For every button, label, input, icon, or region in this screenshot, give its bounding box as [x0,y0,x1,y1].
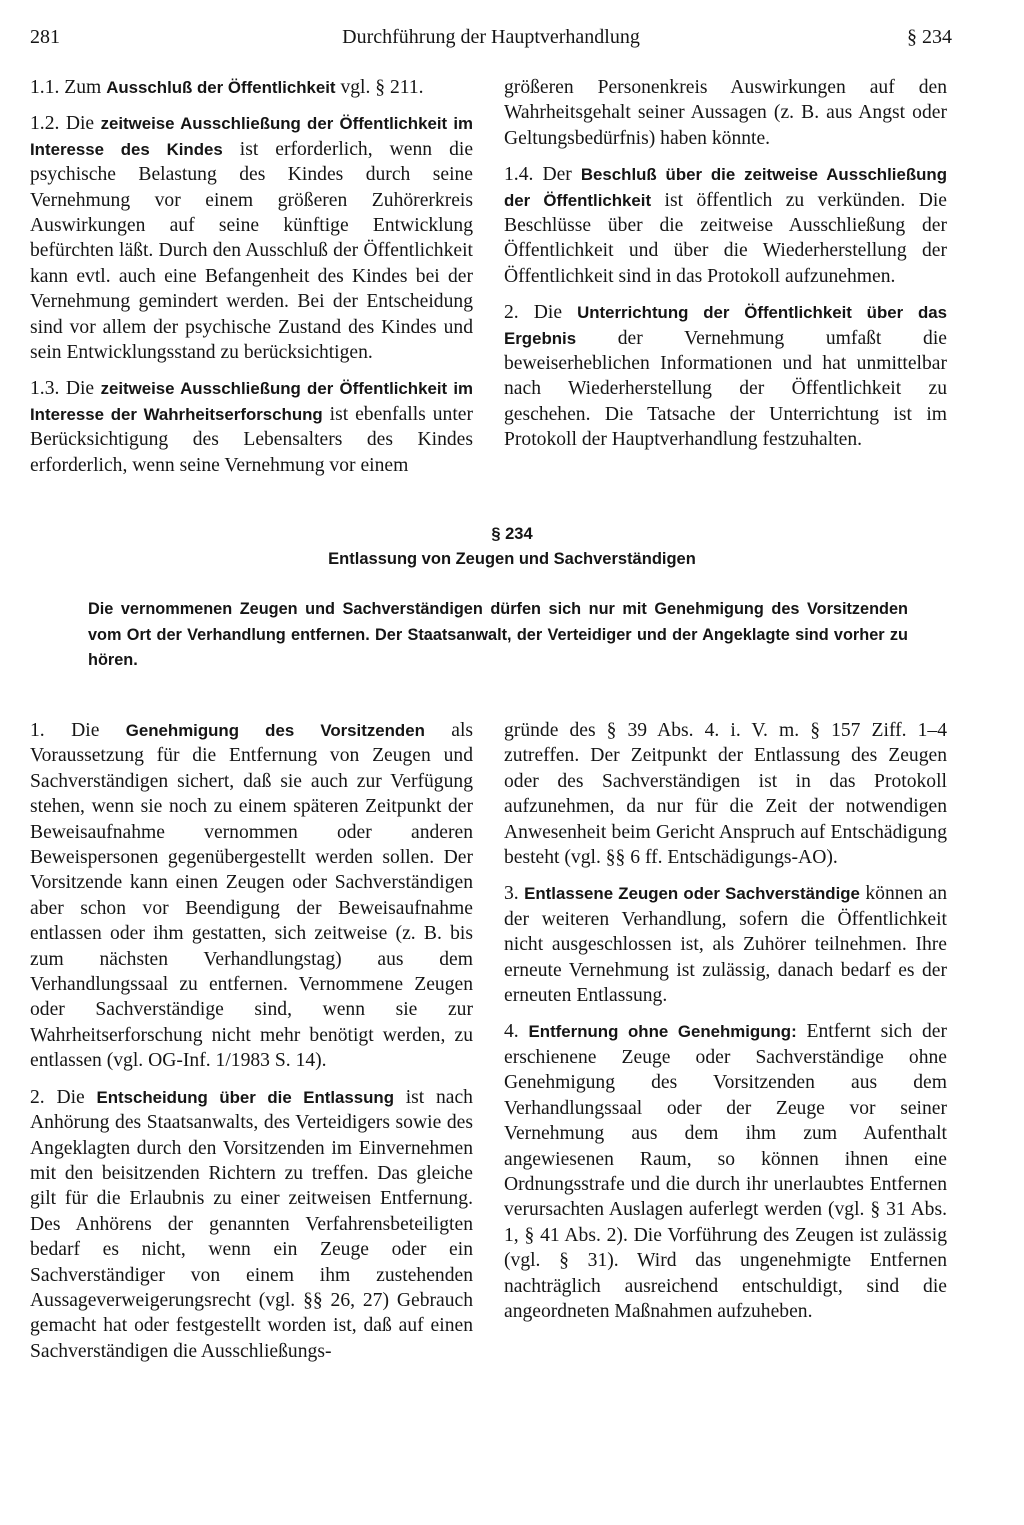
commentary-b-left-column [30,718,473,1375]
running-section: § 234 [907,26,952,48]
commentary-paragraph-4: 4. Entfernung ohne Genehmigung: Entfernt sich der erschienene Zeuge oder Sachverständige ohne Genehmigung des Vorsitzenden aus dem Verhandlungssaal oder der Zeuge vor seiner Vernehmung aus dem ihm zum Aufenthalt angewiesenen Raum, so können ihnen eine Ordnungsstrafe und die durch ihr unerlaubtes Entfernen verursachten Auslagen auferlegt werden (vgl. § 31 Abs. 1, § 41 Abs. 2). Die Vorführung des Zeugen ist zulässig (vgl. § 31). Wird das ungenehmigte Entfernen nachträglich ausreichend entschuldigt, sind die angeordneten Maßnahmen aufzuheben. [504,1021,947,1322]
commentary-a-left-column [30,75,473,489]
paragraph-1-4: 1.4. Der Beschluß über die zeitweise Ausschließung der Öffentlichkeit ist öffentlich zu verkünden. Die Beschlüsse über die zeitweise Ausschließung der Öffentlichkeit und über die Wiederherstellung der Öffentlichkeit sind in das Protokoll aufzunehmen. [504,164,947,287]
paragraph-1-2: 1.2. Die zeitweise Ausschließung der Öffentlichkeit im Interesse des Kindes ist erforderlich, wenn die psychische Belastung des Kindes durch seine Vernehmung vor einem größeren Zuhörerkreis Auswirkungen auf seine künftige Entwicklung befürchten läßt. Durch den Ausschluß der Öffentlichkeit kann evtl. auch eine Befangenheit des Kindes bei der Vernehmung gemindert werden. Bei der Entscheidung sind vor allem der psychische Zustand des Kindes und sein Entwicklungsstand zu berücksichtigen. [30,113,474,364]
page-number: 281 [30,26,60,48]
paragraph-1-1: 1.1. Zum Ausschluß der Öffentlichkeit vgl. § 211. [30,77,424,98]
commentary-paragraph-1: 1. Die Genehmigung des Vorsitzenden als Voraussetzung für die Entfernung von Zeugen und Sachverständigen sichert, daß sie auch zur Verfügung stehen, wenn sie noch zu einem späteren Zeitpunkt der Beweisaufnahme vernommen oder anderen Beweispersonen gegenübergestellt werden sollen. Der Vorsitzende kann einen Zeugen oder Sachverständigen aber schon vor Beendigung der Beweisaufnahme entlassen oder ihm gestatten, sich zeitweise (z. B. bis zum nächsten Verhandlungstag) aus dem Verhandlungssaal zu entfernen. Vernommene Zeugen oder Sachverständige sind, wenn sie zur Wahrheitserforschung nicht mehr benötigt werden, zu entlassen (vgl. OG-Inf. 1/1983 S. 14). [30,720,474,1072]
commentary-paragraph-3: 3. Entlassene Zeugen oder Sachverständige können an der weiteren Verhandlung, sofern die Öffentlichkeit nicht ausgeschlossen ist, als Zuhörer teilnehmen. Ihre erneute Vernehmung ist zulässig, danach bedarf es der erneuten Entlassung. [504,883,947,1007]
section-title: Entlassung von Zeugen und Sachverständigen [328,550,696,568]
paragraph-1-3: 1.3. Die zeitweise Ausschließung der Öffentlichkeit im Interesse der Wahrheitserforschung ist ebenfalls unter Berücksichtigung des Lebensalters des Kindes erforderlich, wenn seine Vernehmung vor einem [30,378,473,476]
commentary-paragraph-2: 2. Die Entscheidung über die Entlassung ist nach Anhörung des Staatsanwalts, des Verteidigers sowie des Angeklagten durch den Vorsitzenden im Einvernehmen mit den beisitzenden Richtern zu treffen. Das gleiche gilt für die Erlaubnis zu einer zeitweisen Entfernung. Des Anhörens der genannten Verfahrensbeteiligten bedarf es nicht, wenn ein Zeuge oder ein Sachverständiger von einem ihm zustehenden Aussageverweigerungsrecht (vgl. §§ 26, 27) Gebrauch gemacht hat oder festgestellt worden ist, daß auf einen Sachverständigen die Ausschließungs- [30,1086,473,1362]
section-number: § 234 [491,525,533,543]
paragraph-2: 2. Die Unterrichtung der Öffentlichkeit über das Ergebnis der Vernehmung umfaßt die beweiserheblichen Informationen und hat unmittelbar nach Wiederherstellung der Öffentlichkeit zu geschehen. Die Tatsache der Unterrichtung ist im Protokoll der Hauptverhandlung festzuhalten. [504,302,947,451]
law-text: Die vernommenen Zeugen und Sachverständigen dürfen sich nur mit Genehmigung des Vorsitzenden vom Ort der Verhandlung entfernen. Der Staatsanwalt, der Verteidiger und der Angeklagte sind vorher zu hören. [88,600,908,669]
commentary-a-right-column [504,75,947,464]
section-heading [0,522,1024,572]
paragraph-1-3-continued: größeren Personenkreis Auswirkungen auf den Wahrheitsgehalt seiner Aussagen (z. B. aus Angst oder Geltungsbedürfnis) haben könnte. [504,77,947,149]
commentary-paragraph-2-continued: gründe des § 39 Abs. 4. i. V. m. § 157 Ziff. 1–4 zutreffen. Der Zeitpunkt der Entlassung des Zeugen oder des Sachverständigen ist in das Protokoll aufzunehmen, da nur für die Zeit der notwendigen Anwesenheit beim Gericht Anspruch auf Entschädigung besteht (vgl. §§ 6 ff. Entschädigungs-AO). [504,720,947,869]
running-title: Durchführung der Hauptverhandlung [342,26,640,48]
commentary-b-right-column [504,718,947,1335]
running-header [30,26,952,56]
